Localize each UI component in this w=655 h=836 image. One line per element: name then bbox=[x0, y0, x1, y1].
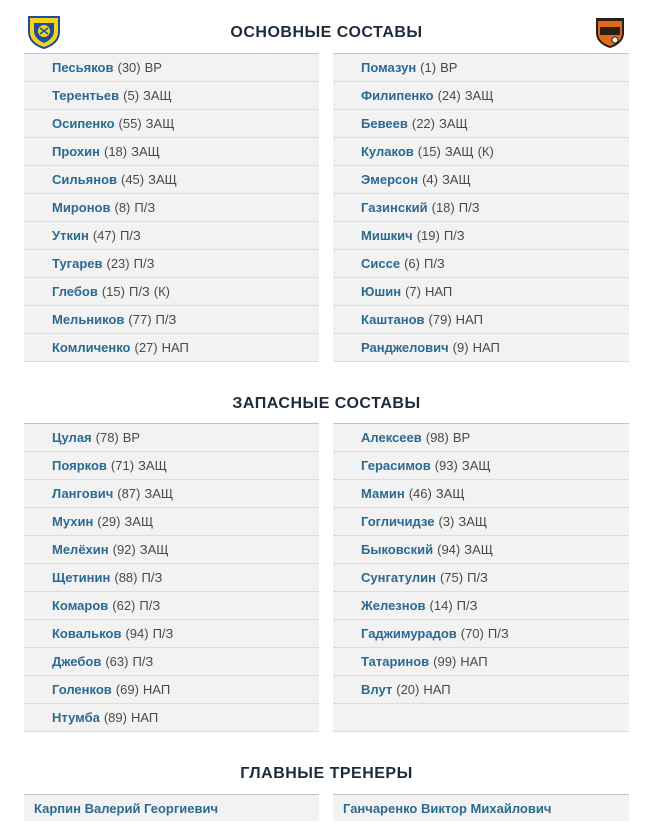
player-position: П/З bbox=[487, 626, 509, 641]
player-name-link[interactable]: Татаринов bbox=[361, 654, 430, 669]
player-row bbox=[24, 536, 319, 564]
player-name-link[interactable]: Газинский bbox=[361, 200, 428, 215]
player-number: (46) bbox=[408, 486, 432, 501]
home-coach[interactable]: Карпин Валерий Георгиевич bbox=[24, 795, 319, 821]
player-position: ЗАЩ bbox=[461, 458, 491, 473]
player-number: (63) bbox=[105, 654, 129, 669]
player-position: П/З bbox=[139, 598, 161, 613]
player-name-link[interactable]: Мишкич bbox=[361, 228, 413, 243]
player-row bbox=[24, 452, 319, 480]
player-name-link[interactable]: Помазун bbox=[361, 60, 417, 75]
player-row bbox=[333, 54, 629, 82]
player-name-link[interactable]: Мухин bbox=[52, 514, 94, 529]
player-name-link[interactable]: Осипенко bbox=[52, 116, 115, 131]
player-row bbox=[333, 278, 629, 306]
player-name-link[interactable]: Быковский bbox=[361, 542, 434, 557]
player-position: П/З bbox=[133, 256, 155, 271]
player-name-link[interactable]: Бевеев bbox=[361, 116, 408, 131]
player-position: ЗАЩ bbox=[438, 116, 468, 131]
player-name-link[interactable]: Влут bbox=[361, 682, 393, 697]
player-number: (78) bbox=[95, 430, 119, 445]
player-row bbox=[24, 166, 319, 194]
player-position: ВР bbox=[452, 430, 471, 445]
player-row bbox=[333, 620, 629, 648]
player-number: (79) bbox=[428, 312, 452, 327]
player-name-link[interactable]: Кулаков bbox=[361, 144, 414, 159]
player-name-link[interactable]: Эмерсон bbox=[361, 172, 419, 187]
player-position: ЗАЩ bbox=[464, 88, 494, 103]
player-position: ЗАЩ bbox=[138, 458, 167, 473]
player-number: (47) bbox=[92, 228, 116, 243]
player-number: (3) bbox=[438, 514, 455, 529]
player-name-link[interactable]: Прохин bbox=[52, 144, 100, 159]
player-row bbox=[333, 166, 629, 194]
player-position: П/З bbox=[152, 626, 174, 641]
starting-home-list bbox=[24, 54, 319, 362]
subs-away-list bbox=[333, 424, 629, 732]
player-number: (4) bbox=[422, 172, 438, 187]
player-name-link[interactable]: Тугарев bbox=[52, 256, 103, 271]
player-name-link[interactable]: Комаров bbox=[52, 598, 109, 613]
player-position: П/З bbox=[155, 312, 177, 327]
player-number: (19) bbox=[416, 228, 440, 243]
player-row bbox=[333, 564, 629, 592]
player-number: (24) bbox=[437, 88, 461, 103]
player-row bbox=[333, 306, 629, 334]
player-row bbox=[333, 508, 629, 536]
player-name-link[interactable]: Поярков bbox=[52, 458, 107, 473]
player-row bbox=[333, 592, 629, 620]
player-number: (87) bbox=[117, 486, 141, 501]
player-name-link[interactable]: Лангович bbox=[52, 486, 114, 501]
player-row bbox=[24, 592, 319, 620]
player-name-link[interactable]: Сильянов bbox=[52, 172, 117, 187]
player-number: (23) bbox=[106, 256, 130, 271]
player-name-link[interactable]: Уткин bbox=[52, 228, 89, 243]
player-position: ЗАЩ bbox=[145, 116, 175, 131]
player-position: П/З bbox=[443, 228, 465, 243]
player-position: П/З bbox=[456, 598, 478, 613]
player-name-link[interactable]: Гогличидзе bbox=[361, 514, 435, 529]
player-row bbox=[333, 424, 629, 452]
player-position: ЗАЩ bbox=[435, 486, 465, 501]
player-position: П/З bbox=[132, 654, 154, 669]
player-row bbox=[24, 194, 319, 222]
player-number: (88) bbox=[114, 570, 138, 585]
player-position: ЗАЩ bbox=[144, 486, 174, 501]
empty-row bbox=[333, 704, 629, 732]
player-number: (5) bbox=[123, 88, 140, 103]
player-row bbox=[24, 564, 319, 592]
player-position: ЗАЩ bbox=[143, 88, 172, 103]
captain-badge: (К) bbox=[153, 284, 171, 299]
player-number: (93) bbox=[434, 458, 458, 473]
player-position: НАП bbox=[472, 340, 500, 355]
player-position: ЗАЩ bbox=[148, 172, 177, 187]
player-name-link[interactable]: Гаджимурадов bbox=[361, 626, 457, 641]
player-row bbox=[24, 306, 319, 334]
captain-badge: (К) bbox=[477, 144, 494, 159]
player-row bbox=[24, 278, 319, 306]
player-name-link[interactable]: Комличенко bbox=[52, 340, 131, 355]
player-name-link[interactable]: Нтумба bbox=[52, 710, 100, 725]
player-position: ЗАЩ bbox=[131, 144, 160, 159]
player-position: ВР bbox=[144, 60, 162, 75]
player-position: НАП bbox=[460, 654, 488, 669]
player-row bbox=[24, 480, 319, 508]
player-name-link[interactable]: Каштанов bbox=[361, 312, 425, 327]
away-coach[interactable]: Ганчаренко Виктор Михайлович bbox=[333, 795, 629, 821]
player-number: (18) bbox=[431, 200, 455, 215]
player-name-link[interactable]: Терентьев bbox=[52, 88, 120, 103]
player-number: (62) bbox=[112, 598, 136, 613]
starting-away-list bbox=[333, 54, 629, 362]
player-row bbox=[333, 648, 629, 676]
player-number: (94) bbox=[125, 626, 149, 641]
player-row bbox=[333, 82, 629, 110]
player-number: (94) bbox=[437, 542, 461, 557]
player-name-link[interactable]: Мелёхин bbox=[52, 542, 109, 557]
player-number: (18) bbox=[103, 144, 128, 159]
player-position: П/З bbox=[141, 570, 163, 585]
player-number: (71) bbox=[110, 458, 135, 473]
player-row bbox=[24, 334, 319, 362]
player-position: НАП bbox=[424, 284, 453, 299]
subs-lineups-title: ЗАПАСНЫЕ СОСТАВЫ bbox=[232, 395, 421, 412]
player-name-link[interactable]: Джебов bbox=[52, 654, 102, 669]
player-number: (70) bbox=[460, 626, 484, 641]
player-row bbox=[333, 452, 629, 480]
player-number: (75) bbox=[439, 570, 464, 585]
player-number: (27) bbox=[134, 340, 158, 355]
player-row bbox=[333, 194, 629, 222]
starting-lineups-title: ОСНОВНЫЕ СОСТАВЫ bbox=[230, 24, 423, 41]
player-name-link[interactable]: Песьяков bbox=[52, 60, 114, 75]
player-position: П/З bbox=[423, 256, 445, 271]
player-name-link[interactable]: Ранджелович bbox=[361, 340, 449, 355]
player-row bbox=[24, 424, 319, 452]
player-position: НАП bbox=[142, 682, 171, 697]
player-row bbox=[24, 110, 319, 138]
player-position: П/З bbox=[467, 570, 488, 585]
player-position: НАП bbox=[130, 710, 159, 725]
player-number: (29) bbox=[97, 514, 121, 529]
player-position: НАП bbox=[161, 340, 189, 355]
player-name-link[interactable]: Филипенко bbox=[361, 88, 434, 103]
player-row bbox=[24, 676, 319, 704]
player-row bbox=[333, 536, 629, 564]
player-name-link[interactable]: Голенков bbox=[52, 682, 112, 697]
player-number: (55) bbox=[118, 116, 142, 131]
player-number: (7) bbox=[405, 284, 421, 299]
player-number: (92) bbox=[112, 542, 136, 557]
player-position: ЗАЩ bbox=[124, 514, 154, 529]
player-row bbox=[24, 250, 319, 278]
player-position: ВР bbox=[122, 430, 141, 445]
player-position: ЗАЩ bbox=[444, 144, 474, 159]
player-number: (14) bbox=[429, 598, 453, 613]
player-name-link[interactable]: Герасимов bbox=[361, 458, 431, 473]
subs-home-list bbox=[24, 424, 319, 732]
player-name-link[interactable]: Юшин bbox=[361, 284, 402, 299]
player-number: (89) bbox=[103, 710, 127, 725]
player-position: ЗАЩ bbox=[464, 542, 493, 557]
player-position: П/З bbox=[128, 284, 150, 299]
player-name-link[interactable]: Алексеев bbox=[361, 430, 422, 445]
player-number: (8) bbox=[114, 200, 131, 215]
player-name-link[interactable]: Миронов bbox=[52, 200, 111, 215]
player-row bbox=[24, 222, 319, 250]
player-number: (15) bbox=[101, 284, 125, 299]
player-position: ЗАЩ bbox=[458, 514, 488, 529]
player-position: НАП bbox=[423, 682, 451, 697]
player-row bbox=[333, 250, 629, 278]
player-name-link[interactable]: Щетинин bbox=[52, 570, 111, 585]
player-number: (6) bbox=[404, 256, 420, 271]
player-row bbox=[24, 704, 319, 732]
player-number: (98) bbox=[425, 430, 449, 445]
player-number: (45) bbox=[121, 172, 145, 187]
player-position: П/З bbox=[134, 200, 156, 215]
player-name-link[interactable]: Мельников bbox=[52, 312, 125, 327]
player-row bbox=[333, 138, 629, 166]
player-row bbox=[24, 82, 319, 110]
player-row bbox=[333, 334, 629, 362]
player-number: (9) bbox=[452, 340, 469, 355]
player-row bbox=[333, 222, 629, 250]
player-name-link[interactable]: Глебов bbox=[52, 284, 98, 299]
player-position: П/З bbox=[458, 200, 480, 215]
player-row bbox=[24, 508, 319, 536]
player-name-link[interactable]: Сиссе bbox=[361, 256, 401, 271]
player-position: НАП bbox=[455, 312, 483, 327]
coaches-title: ГЛАВНЫЕ ТРЕНЕРЫ bbox=[240, 765, 413, 782]
player-row bbox=[333, 110, 629, 138]
player-position: ВР bbox=[440, 60, 458, 75]
player-name-link[interactable]: Цулая bbox=[52, 430, 92, 445]
player-row bbox=[24, 648, 319, 676]
player-number: (22) bbox=[411, 116, 435, 131]
player-position: ЗАЩ bbox=[441, 172, 471, 187]
player-name-link[interactable]: Сунгатулин bbox=[361, 570, 436, 585]
player-row bbox=[333, 676, 629, 704]
player-name-link[interactable]: Ковальков bbox=[52, 626, 122, 641]
player-name-link[interactable]: Железнов bbox=[361, 598, 426, 613]
player-number: (99) bbox=[433, 654, 457, 669]
player-row bbox=[24, 620, 319, 648]
player-row bbox=[24, 54, 319, 82]
player-row bbox=[333, 480, 629, 508]
player-row bbox=[24, 138, 319, 166]
player-position: П/З bbox=[119, 228, 141, 243]
player-name-link[interactable]: Мамин bbox=[361, 486, 405, 501]
player-number: (30) bbox=[117, 60, 141, 75]
player-number: (1) bbox=[420, 60, 437, 75]
player-number: (77) bbox=[128, 312, 152, 327]
player-number: (20) bbox=[396, 682, 420, 697]
player-number: (69) bbox=[115, 682, 139, 697]
player-number: (15) bbox=[417, 144, 441, 159]
player-position: ЗАЩ bbox=[139, 542, 169, 557]
